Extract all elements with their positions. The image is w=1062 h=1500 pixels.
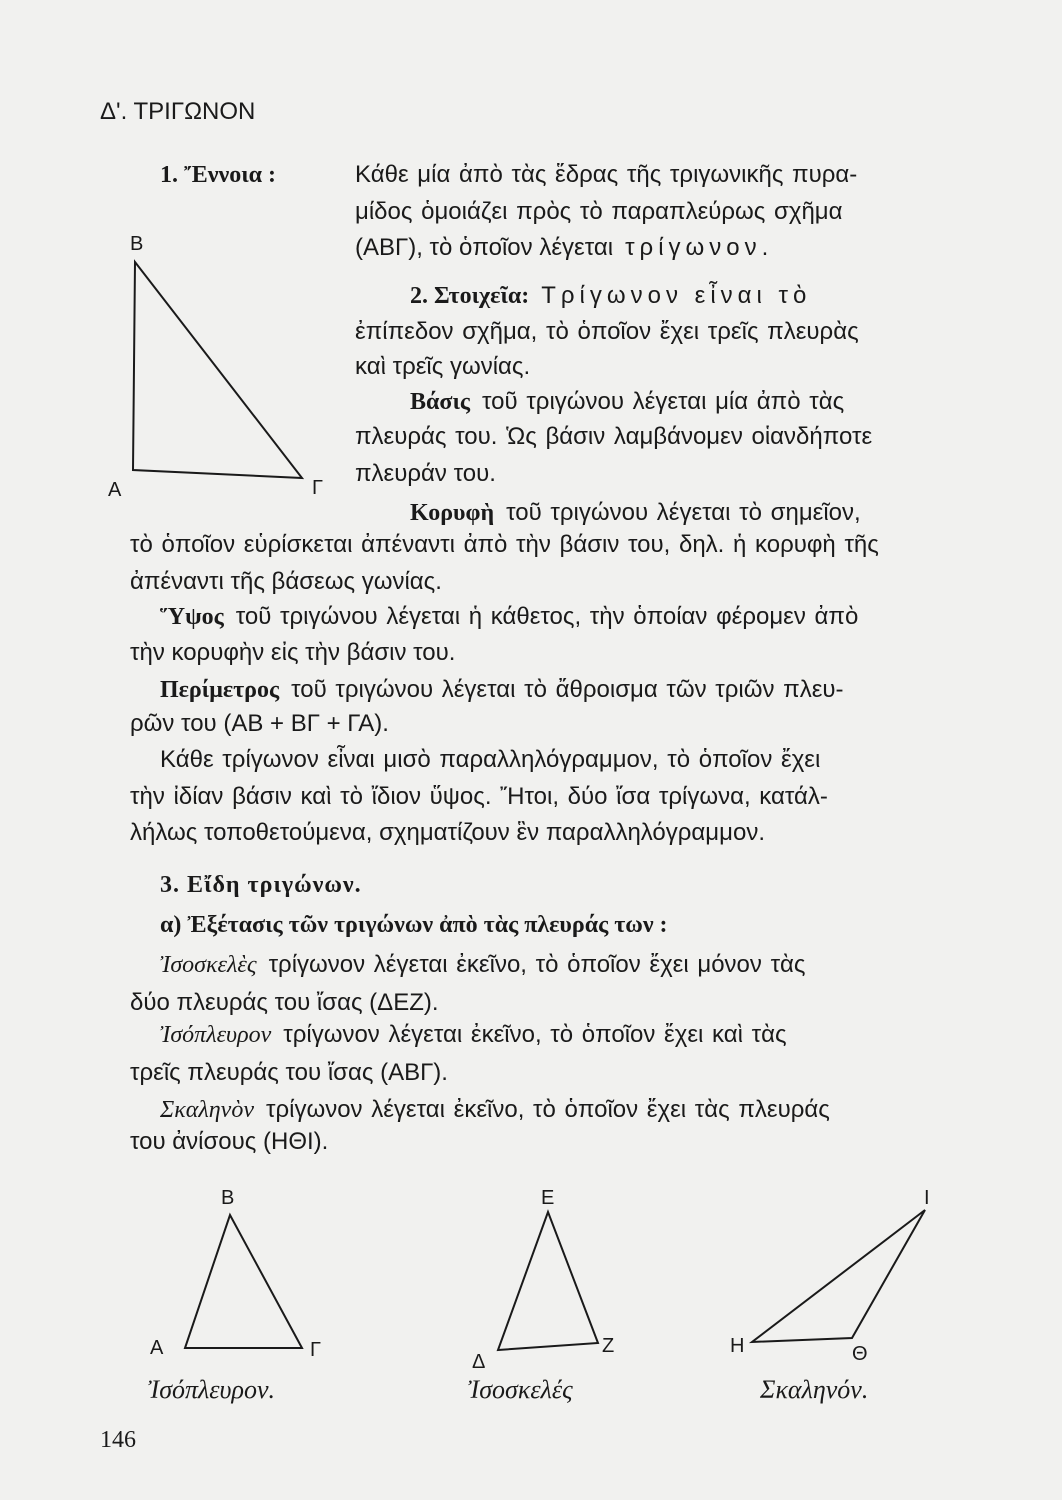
- base-text: τοῦ τριγώνου λέγεται μία ἀπὸ τὰς: [482, 388, 845, 415]
- equilateral-triangle: [185, 1215, 302, 1348]
- height-text: τοῦ τριγώνου λέγεται ἡ κάθετος, τὴν ὁποίαν φέρομεν ἀπὸ: [235, 603, 859, 630]
- page-number-line: [100, 1422, 136, 1458]
- equilateral-text: τρεῖς πλευράς του ἴσας (ΑΒΓ).: [130, 1059, 448, 1086]
- page-number: 146: [100, 1427, 136, 1453]
- isosceles-term: Ἰσοσκελὲς: [160, 952, 257, 978]
- scalene-term: Σκαληνὸν: [160, 1097, 254, 1123]
- perimeter-term: Περίμετρος: [160, 677, 280, 703]
- isosceles-label-e: E: [541, 1187, 555, 1209]
- base-text: πλευράν του.: [355, 460, 496, 487]
- concept-spaced-word: τρίγωνον.: [625, 234, 774, 261]
- isosceles-triangle: [498, 1212, 598, 1350]
- half-parallelogram-text: λήλως τοποθετούμενα, σχηματίζουν ἓν παραλληλόγραμμον.: [130, 819, 765, 846]
- vertex-term: Κορυφὴ: [410, 500, 495, 526]
- scalene-label-th: Θ: [852, 1343, 868, 1365]
- height-term: Ὕψος: [160, 604, 224, 630]
- scalene-caption: Σκαληνόν.: [760, 1375, 869, 1404]
- scalene-text: τρίγωνον λέγεται ἐκεῖνο, τὸ ὁποῖον ἔχει τὰς πλευράς: [265, 1096, 830, 1123]
- isosceles-label-d: Δ: [472, 1351, 486, 1373]
- elements-heading: 2. Στοιχεῖα:: [410, 283, 530, 309]
- main-label-a: A: [108, 479, 122, 501]
- base-term: Βάσις: [410, 389, 471, 415]
- elements-spaced: Τρίγωνον εἶναι τὸ: [541, 282, 812, 309]
- perimeter-text: τοῦ τριγώνου λέγεται τὸ ἄθροισμα τῶν τριῶν πλευ-: [291, 676, 844, 703]
- main-triangle: [133, 262, 302, 478]
- vertex-text: τὸ ὁποῖον εὑρίσκεται ἀπέναντι ἀπὸ τὴν βάσιν του, δηλ. ἡ κορυφὴ τῆς: [130, 531, 879, 558]
- concept-text: Κάθε μία ἀπὸ τὰς ἕδρας τῆς τριγωνικῆς πυρα-: [355, 161, 858, 188]
- vertex-text: ἀπέναντι τῆς βάσεως γωνίας.: [130, 568, 442, 595]
- equilateral-label-a: A: [150, 1337, 164, 1359]
- main-label-g: Γ: [312, 477, 324, 499]
- isosceles-label-z: Z: [602, 1335, 615, 1357]
- isosceles-text: δύο πλευράς του ἴσας (ΔΕΖ).: [130, 989, 439, 1016]
- kinds-heading: 3. Εἴδη τριγώνων.: [160, 872, 362, 898]
- scalene-text: του ἀνίσους (ΗΘΙ).: [130, 1128, 329, 1155]
- main-label-b: B: [130, 233, 144, 255]
- scalene-triangle: [752, 1210, 925, 1342]
- equilateral-text: τρίγωνον λέγεται ἐκεῖνο, τὸ ὁποῖον ἔχει καὶ τὰς: [283, 1021, 787, 1048]
- scalene-label-i: I: [924, 1187, 930, 1209]
- equilateral-label-b: B: [221, 1187, 235, 1209]
- concept-heading: 1. Ἔννοια :: [160, 162, 277, 188]
- equilateral-term: Ἰσόπλευρον: [160, 1022, 272, 1048]
- perimeter-text: ρῶν του (ΑΒ + ΒΓ + ΓΑ).: [130, 710, 389, 737]
- half-parallelogram-text: Κάθε τρίγωνον εἶναι μισὸ παραλληλόγραμμον, τὸ ὁποῖον ἔχει: [160, 746, 821, 773]
- section-title: Δ'. ΤΡΙΓΩΝΟΝ: [100, 98, 256, 125]
- isosceles-caption: Ἰσοσκελές: [468, 1375, 573, 1404]
- kinds-subheading: α) Ἐξέτασις τῶν τριγώνων ἀπὸ τὰς πλευράς των :: [160, 912, 668, 938]
- concept-text: μίδος ὁμοιάζει πρὸς τὸ παραπλεύρως σχῆμα: [355, 198, 843, 225]
- scalene-label-h: H: [730, 1335, 745, 1357]
- base-text: πλευράς του. Ὡς βάσιν λαμβάνομεν οἱανδήποτε: [355, 423, 873, 450]
- elements-text: καὶ τρεῖς γωνίας.: [355, 353, 531, 380]
- height-text: τὴν κορυφὴν εἰς τὴν βάσιν του.: [130, 639, 456, 666]
- half-parallelogram-text: τὴν ἰδίαν βάσιν καὶ τὸ ἴδιον ὕψος. Ἤτοι, δύο ἴσα τρίγωνα, κατάλ-: [130, 783, 828, 810]
- elements-text: ἐπίπεδον σχῆμα, τὸ ὁποῖον ἔχει τρεῖς πλευρὰς: [355, 318, 859, 345]
- isosceles-text: τρίγωνον λέγεται ἐκεῖνο, τὸ ὁποῖον ἔχει μόνον τὰς: [268, 951, 806, 978]
- equilateral-caption: Ἰσόπλευρον.: [148, 1375, 276, 1404]
- equilateral-label-g: Γ: [310, 1339, 322, 1361]
- concept-text: (ΑΒΓ), τὸ ὁποῖον λέγεται: [355, 234, 614, 261]
- vertex-text: τοῦ τριγώνου λέγεται τὸ σημεῖον,: [506, 499, 861, 526]
